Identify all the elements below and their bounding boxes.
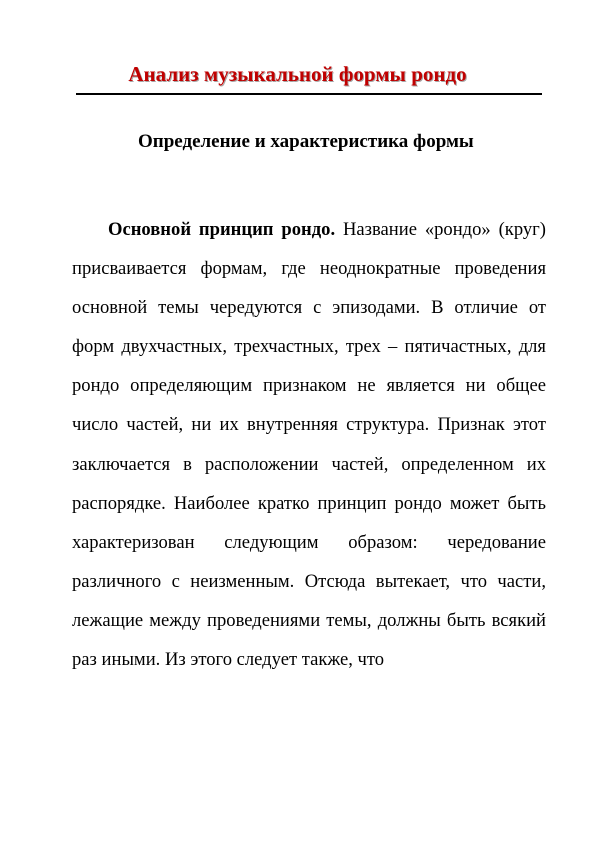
section-heading: Определение и характеристика формы bbox=[138, 131, 474, 152]
paragraph-text: Название «рондо» (круг) присваивается формам, где неоднократные проведения основной темы чередуются с эпизодами. В отличие от форм двухчастных, трехчастных, трех – пятичастных, для рондо определяющим признаком не является ни общее число частей, ни их внутренняя структура. Признак этот заключается в расположении частей, определенном их распорядке. Наиболее кратко принцип рондо может быть характеризован следующим образом: чередование различного с неизменным. Отсюда вытекает, что части, лежащие между проведениями темы, должны быть всякий раз иными. Из этого следует также, что bbox=[72, 219, 546, 671]
paragraph-lead: Основной принцип рондо. bbox=[108, 219, 336, 240]
document-title: Анализ музыкальной формы рондо bbox=[128, 62, 467, 86]
title-underline bbox=[76, 93, 542, 95]
body-paragraph bbox=[72, 210, 546, 679]
